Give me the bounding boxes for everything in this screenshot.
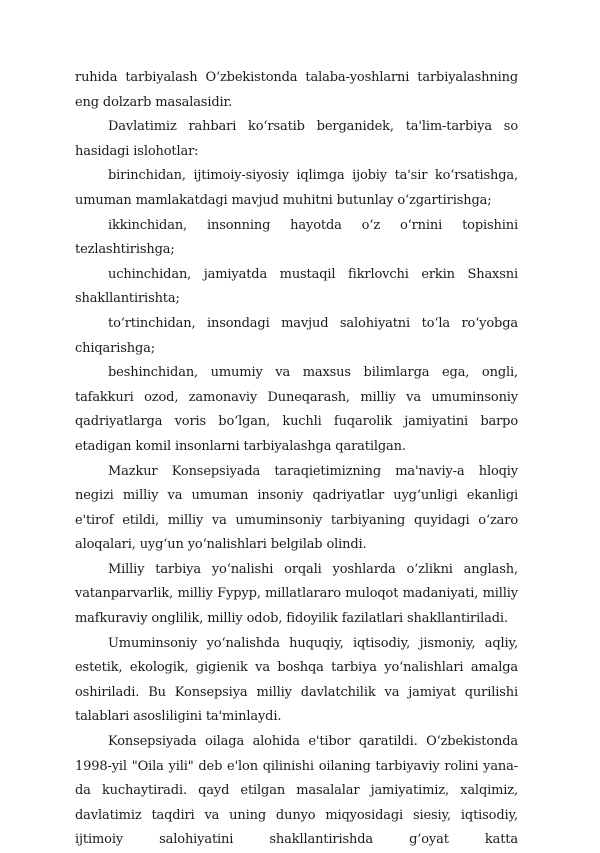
paragraph-8: Mazkur Konsepsiyada taraqietimizning ma'naviy-a hloqiy negizi milliy va umuman insoniy qadriyatlar uyg‘unligi ekanligi e'tirof etildi, milliy va umuminsoniy tarbiyaning quyidagi o‘zaro aloqalari, uyg‘un yo‘nalishlari belgilab olindi. xyxy=(75,463,518,553)
paragraph-11: Konsepsiyada oilaga alohida e'tibor qaratildi. O‘zbekistonda 1998-yil "Oila yili" deb e'lon qilinishi oilaning tarbiyaviy rolini yana-da kuchaytiradi. qayd etilgan masalalar jamiyatimiz, xalqimiz, davlatimiz taqdiri va uning dunyo miqyosidagi siesiy, iqtisodiy, ijtimoiy salohiyatini shakllantirishda g‘oyat katta xyxy=(75,734,518,848)
paragraph-5: uchinchidan, jamiyatda mustaqil fikrlovchi erkin Shaxsni shakllantirishta; xyxy=(75,266,518,307)
paragraph-10: Umuminsoniy yo‘nalishda huquqiy, iqtisodiy, jismoniy, aqliy, estetik, ekologik, gigienik va boshqa tarbiya yo‘nalishlari amalga oshiriladi. Bu Konsepsiya milliy davlatchilik va jamiyat qurilishi talablari asosliligini ta'minlaydi. xyxy=(75,635,518,725)
paragraph-1: ruhida tarbiyalash O‘zbekistonda talaba-yoshlarni tarbiyalashning eng dolzarb masalasidir. xyxy=(75,70,518,110)
paragraph-2: Davlatimiz rahbari ko‘rsatib berganidek, ta'lim-tarbiya so hasidagi islohotlar: xyxy=(75,119,518,159)
paragraph-9: Milliy tarbiya yo‘nalishi orqali yoshlarda o‘zlikni anglash, vatanparvarlik, milliy Fypyp, millatlararo muloqot madaniyati, milliy mafkuraviy onglilik, milliy odob, fidoyilik fazilatlari shakllantiriladi. xyxy=(75,561,518,627)
paragraph-7: beshinchidan, umumiy va maxsus bilimlarga ega, ongli, tafakkuri ozod, zamonaviy Duneqarash, milliy va umuminsoniy qadriyatlarga voris bo‘lgan, kuchli fuqarolik jamiyatini barpo etadigan komil insonlarni tarbiyalashga qaratilgan. xyxy=(75,365,518,454)
paragraph-3: birinchidan, ijtimoiy-siyosiy iqlimga ijobiy ta'sir ko‘rsatishga, umuman mamlakatdagi mavjud muhitni butunlay o‘zgartirishga; xyxy=(75,168,518,208)
paragraph-4: ikkinchidan, insonning hayotda o‘z o‘rnini topishini tezlashtirishga; xyxy=(75,217,518,258)
paragraph-6: to‘rtinchidan, insondagi mavjud salohiyatni to‘la ro‘yobga chiqarishga; xyxy=(75,315,518,356)
